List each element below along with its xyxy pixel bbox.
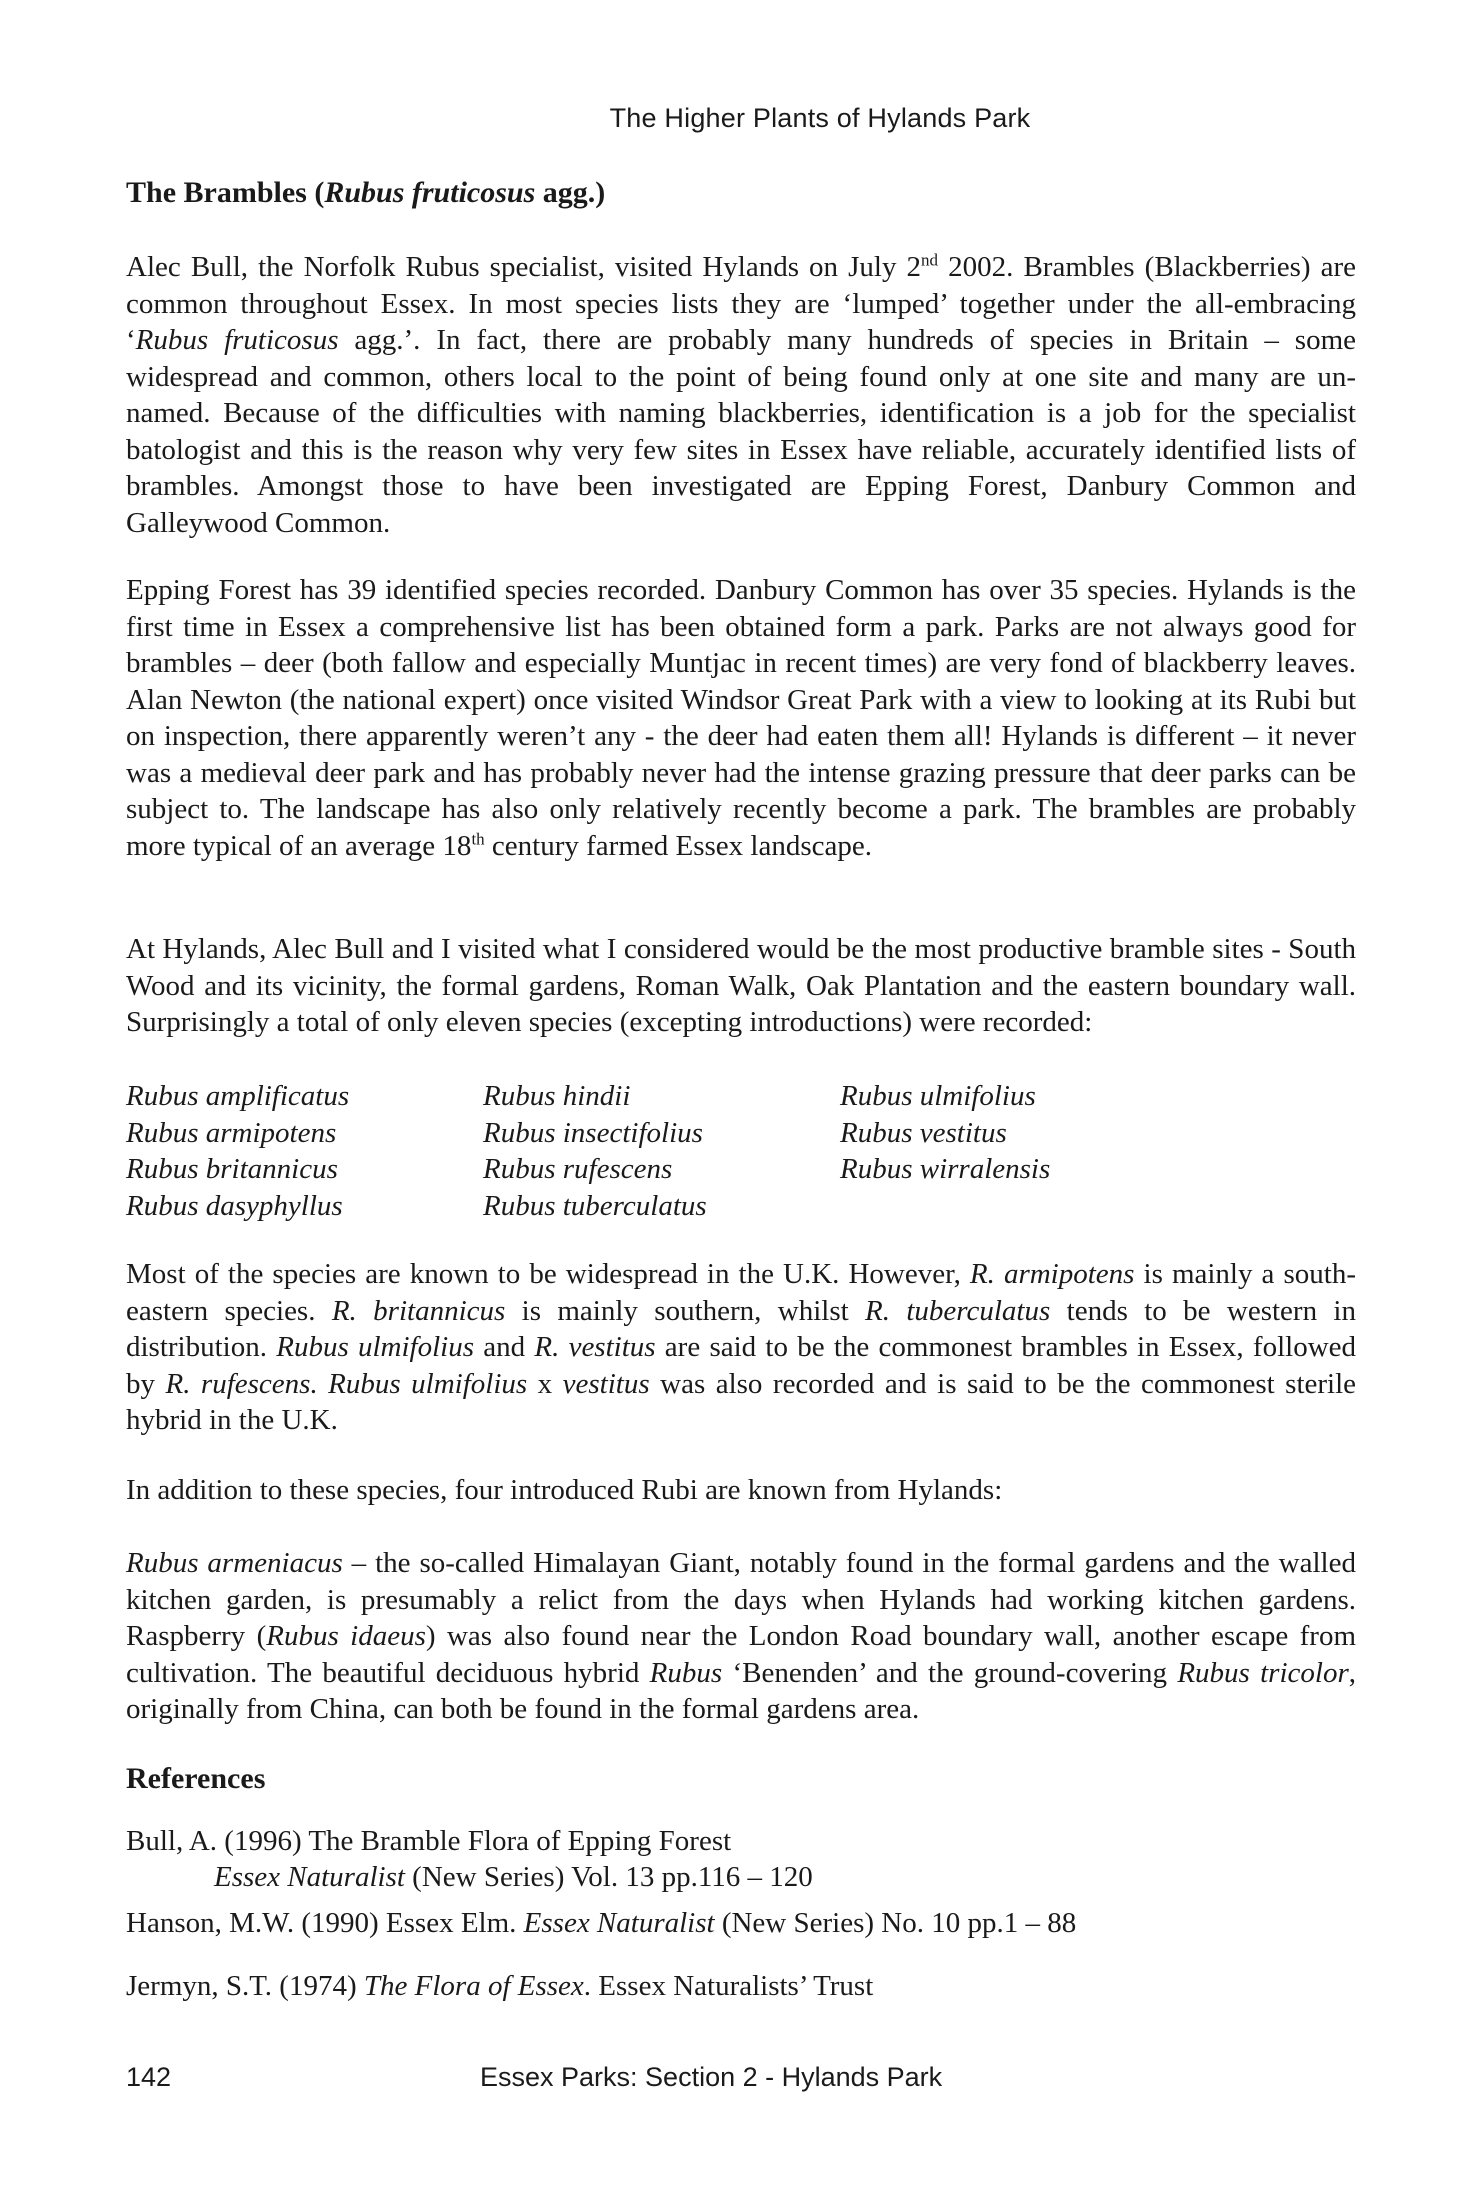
para4-italic-6: R. rufescens. Rubus ulmifolius: [165, 1367, 528, 1400]
paragraph-epping-forest: [126, 572, 1356, 864]
paragraph-intro: [126, 249, 1356, 541]
reference-hanson-journal: Essex Naturalist: [523, 1907, 715, 1939]
para1-italic: Rubus fruticosus: [135, 324, 339, 356]
reference-bull-line2: [126, 1859, 813, 1895]
heading-prefix: The Brambles (: [126, 176, 325, 209]
para4-italic-2: R. britannicus: [331, 1294, 506, 1327]
reference-bull-volume: (New Series) Vol. 13 pp.116 – 120: [404, 1861, 813, 1893]
reference-jermyn-title: The Flora of Essex: [363, 1970, 584, 2002]
species-column-3: [840, 1078, 1200, 1188]
para1-text-c: agg.’. In fact, there are probably many hundreds of species in Britain – some widespread and common, others local to the point of being found only at one site and many are un-named. Because of the difficulties with naming blackberries, identification is a job for the specialist batologist and this is the reason why very few sites in Essex have reliable, accurately identified lists of brambles. Amongst those to have been investigated are Epping Forest, Danbury Common and Galleywood Common.: [126, 324, 1356, 539]
reference-bull-line1: Bull, A. (1996) The Bramble Flora of Epping Forest: [126, 1825, 732, 1857]
species-item: Rubus insectifolius: [483, 1116, 703, 1149]
para4-text-f: are said to be the commonest brambles in Essex, followed by: [126, 1331, 1357, 1400]
para4-italic-7: vestitus: [562, 1367, 650, 1400]
para4-text-d: tends to be western in distribution.: [126, 1294, 1356, 1363]
species-item: Rubus rufescens: [483, 1153, 673, 1185]
para1-text-a: Alec Bull, the Norfolk Rubus specialist, visited Hylands on July 2: [126, 251, 922, 283]
species-column-1: [126, 1078, 486, 1224]
para4-italic-5: R. vestitus: [534, 1331, 656, 1363]
paragraph-introduced: In addition to these species, four introduced Rubi are known from Hylands:: [126, 1474, 1003, 1506]
reference-bull: [126, 1823, 813, 1895]
species-item: Rubus amplificatus: [126, 1080, 350, 1112]
reference-bull-journal: Essex Naturalist: [214, 1861, 405, 1893]
species-item: Rubus britannicus: [126, 1153, 338, 1185]
para6-italic-4: Rubus tricolor: [1177, 1656, 1349, 1689]
para4-italic-3: R. tuberculatus: [865, 1294, 1051, 1327]
species-item: Rubus armipotens: [126, 1116, 337, 1149]
reference-hanson-text-a: Hanson, M.W. (1990) Essex Elm.: [126, 1907, 524, 1939]
para6-italic-1: Rubus armeniacus: [126, 1547, 343, 1579]
para4-text-g: x: [527, 1367, 563, 1400]
species-item: Rubus hindii: [483, 1080, 631, 1112]
reference-hanson: [126, 1905, 1076, 1941]
species-item: Rubus vestitus: [840, 1116, 1007, 1149]
paragraph-distribution: [126, 1256, 1356, 1439]
reference-jermyn-text-b: . Essex Naturalists’ Trust: [583, 1970, 874, 2002]
reference-hanson-text-b: (New Series) No. 10 pp.1 – 88: [714, 1907, 1077, 1939]
para1-superscript: nd: [921, 250, 939, 270]
para6-text-d: , originally from China, can both be found in the formal gardens area.: [126, 1656, 1356, 1725]
para4-text-a: Most of the species are known to be widespread in the U.K. However,: [126, 1258, 970, 1290]
para4-text-b: is mainly a south-eastern species.: [126, 1258, 1356, 1327]
para2-text-a: Epping Forest has 39 identified species recorded. Danbury Common has over 35 species. Hylands is the first time in Essex a comprehensive list has been obtained form a park. Parks are not always good for brambles – deer (both fallow and especially Muntjac in recent times) are very fond of blackberry leaves. Alan Newton (the national expert) once visited Windsor Great Park with a view to looking at its Rubi but on inspection, there apparently weren’t any - the deer had eaten them all! Hylands is different – it never was a medieval deer park and has probably never had the intense grazing pressure that deer parks can be subject to. The landscape has also only relatively recently become a park. The brambles are probably more typical of an average 18: [126, 574, 1356, 862]
paragraph-introduced-species: [126, 1545, 1356, 1728]
footer-title: Essex Parks: Section 2 - Hylands Park: [480, 2062, 943, 2092]
species-item: Rubus tuberculatus: [483, 1189, 707, 1222]
page-number: 142: [126, 2062, 172, 2092]
para4-italic-1: R. armipotens: [969, 1258, 1135, 1290]
para6-italic-2: Rubus idaeus: [266, 1620, 426, 1652]
heading-italic: Rubus fruticosus: [324, 176, 536, 209]
para4-text-e: and: [474, 1331, 535, 1363]
species-column-2: [483, 1078, 843, 1224]
section-heading: [126, 176, 605, 210]
para4-italic-4: Rubus ulmifolius: [276, 1331, 474, 1363]
heading-suffix: agg.): [535, 176, 606, 209]
para2-text-b: century farmed Essex landscape.: [484, 829, 872, 862]
species-item: Rubus wirralensis: [840, 1153, 1051, 1185]
para6-text-c: ‘Benenden’ and the ground-covering: [722, 1656, 1178, 1689]
running-head: The Higher Plants of Hylands Park: [609, 103, 1031, 133]
references-heading: References: [126, 1762, 266, 1795]
para2-superscript: th: [471, 828, 485, 848]
para6-text-a: – the so-called Himalayan Giant, notably found in the formal gardens and the walled kitchen garden, is presumably a relict from the days when Hylands had working kitchen gardens. Raspberry (: [126, 1547, 1356, 1652]
para6-italic-3: Rubus: [649, 1656, 723, 1689]
para6-text-b: ) was also found near the London Road boundary wall, another escape from cultivation. The beautiful deciduous hybrid: [126, 1620, 1357, 1689]
para4-text-h: was also recorded and is said to be the commonest sterile hybrid in the U.K.: [126, 1367, 1357, 1436]
reference-jermyn: [126, 1968, 873, 2004]
reference-jermyn-text-a: Jermyn, S.T. (1974): [126, 1970, 364, 2002]
species-item: Rubus dasyphyllus: [126, 1189, 343, 1222]
para4-text-c: is mainly southern, whilst: [505, 1294, 866, 1327]
species-item: Rubus ulmifolius: [840, 1080, 1036, 1112]
paragraph-hylands-visit: At Hylands, Alec Bull and I visited what I considered would be the most productive bramble sites - South Wood and its vicinity, the formal gardens, Roman Walk, Oak Plantation and the eastern boundary wall. Surprisingly a total of only eleven species (excepting introductions) were recorded:: [126, 933, 1356, 1038]
para1-text-b: 2002. Brambles (Blackberries) are common throughout Essex. In most species lists they are ‘lumped’ together under the all-embracing ‘: [126, 251, 1356, 356]
